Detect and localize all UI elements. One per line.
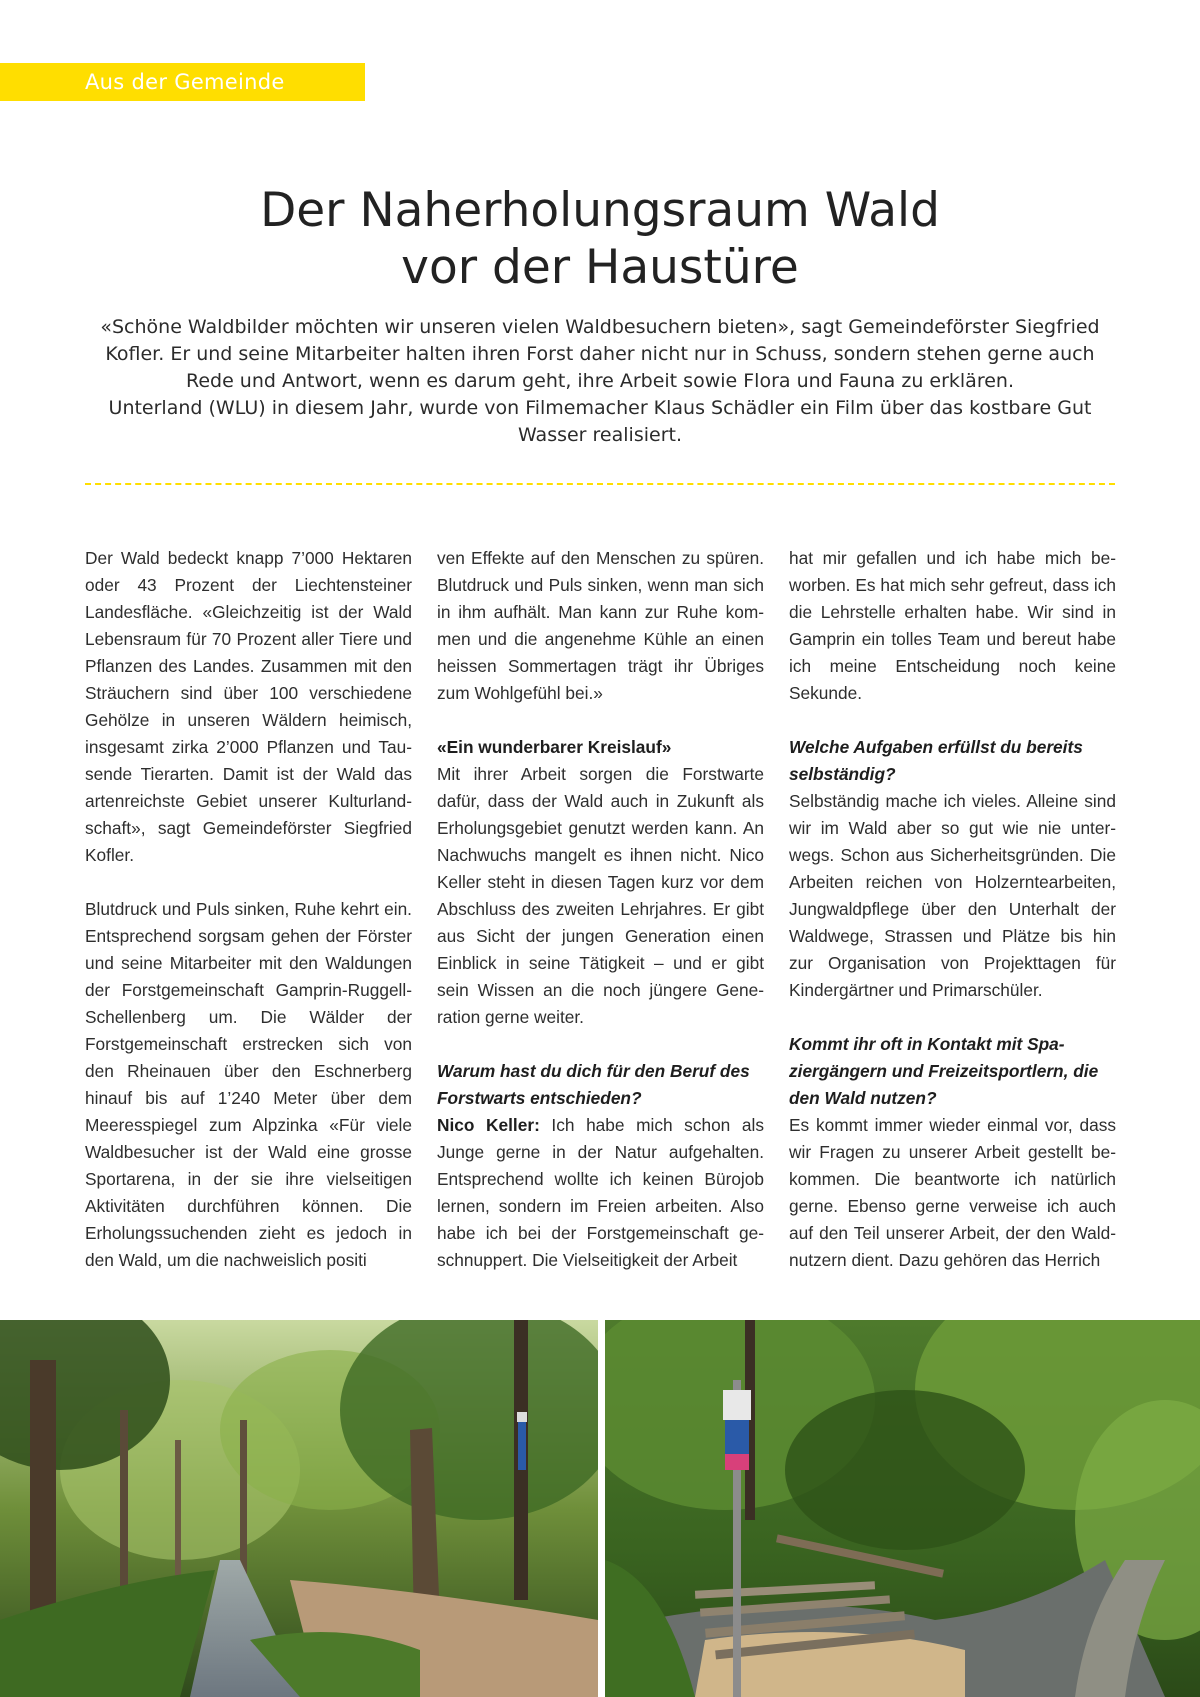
interview-question: Welche Aufgaben erfüllst du bereits selbständig? — [789, 737, 1083, 784]
article-title-line-2: vor der Haustüre — [401, 240, 799, 295]
article-title-line-1: Der Naherholungsraum Wald — [260, 183, 940, 238]
text-column-3 — [789, 545, 1116, 1274]
interview-answer: Es kommt immer wieder einmal vor, dass wir Fragen zu unserer Arbeit gestellt bekommen. Die beantworte ich natürlich gerne. Ebenso gerne verweise ich auch auf den Teil unserer Arbeit, der den Waldnutzern dient. Dazu gehören das Herrich — [789, 1115, 1116, 1270]
text-column-1 — [85, 545, 412, 1274]
body-paragraph: hat mir gefallen und ich habe mich beworben. Es hat mich sehr gefreut, dass ich die Lehrstelle erhalten habe. Wir sind in Gamprin ein tolles Team und bereut habe ich meine Entscheidung noch keine Sekunde. — [789, 548, 1116, 703]
article-title — [0, 182, 1200, 296]
text-column-2 — [437, 545, 764, 1274]
body-paragraph: Mit ihrer Arbeit sorgen die Forstwarte dafür, dass der Wald auch in Zukunft als Erholungsgebiet genutzt werden kann. An Nachwuchs mangelt es ihnen nicht. Nico Keller steht in diesen Tagen kurz vor dem Abschluss des zweiten Lehrjahres. Er gibt aus Sicht der jungen Generation einen Einblick in seine Tätigkeit – und er gibt sein Wissen an die noch jüngere Generation gerne weiter. — [437, 764, 764, 1027]
forest-path-illustration-right — [605, 1320, 1200, 1697]
interview-answer — [437, 1112, 764, 1274]
body-paragraph: Blutdruck und Puls sinken, Ruhe kehrt ein. Entsprechend sorgsam gehen der Förster und seine Mitarbeiter mit den Waldungen der Forstgemeinschaft Gamprin-Ruggell-Schellenberg um. Die Wälder der Forstgemeinschaft erstrecken sich von den Rheinauen über den Eschnerberg hinauf bis auf 1’240 Meter über dem Meeresspiegel zum Alpzinka «Für viele Waldbesucher ist der Wald eine grosse Sportarena, in der sie ihre vielseitigen Aktivitäten durchführen können. Die Erholungssuchenden zieht es jedoch in den Wald, um die nachweislich positi — [85, 899, 412, 1270]
section-label: Aus der Gemeinde — [0, 63, 365, 101]
lead-paragraph: «Schöne Waldbilder möchten wir unseren vielen Waldbesuchern bieten», sagt Gemeindeförster Siegfried Kofler. Er und seine Mitarbeiter halten ihren Forst daher nicht nur in Schuss, sondern stehen gerne auch Rede und Antwort, wenn es darum geht, ihre Arbeit sowie Flora und Fauna zu erklären. — [100, 316, 1100, 392]
section-heading: «Ein wunderbarer Kreislauf» — [437, 737, 672, 757]
forest-path-photo-right — [605, 1320, 1200, 1697]
answer-text: Ich habe mich schon als Junge gerne in der Natur aufgehalten. Entsprechend wollte ich keinen Bürojob lernen, sondern im Freien arbeiten. Also habe ich bei der Forstgemeinschaft geschnuppert. Die Vielseitigkeit der Arbeit — [437, 1115, 764, 1270]
forest-path-photo-left — [0, 1320, 598, 1697]
lead-paragraph: Unterland (WLU) in diesem Jahr, wurde von Filmemacher Klaus Schädler ein Film über das kostbare Gut Wasser realisiert. — [108, 397, 1092, 446]
interview-question: Kommt ihr oft in Kontakt mit Spaziergängern und Freizeitsportlern, die den Wald nutzen? — [789, 1034, 1099, 1108]
forest-path-illustration-left — [0, 1320, 598, 1697]
body-paragraph: ven Effekte auf den Menschen zu spüren. Blutdruck und Puls sinken, wenn man sich in ihm aufhält. Man kann zur Ruhe kommen und die angenehme Kühle an einen heissen Sommertagen trägt ihr Übriges zum Wohlgefühl bei.» — [437, 548, 764, 703]
speaker-name: Nico Keller: — [437, 1115, 540, 1135]
body-paragraph: Der Wald bedeckt knapp 7’000 Hektaren oder 43 Prozent der Liechtensteiner Landesfläche. «Gleichzeitig ist der Wald Lebensraum für 70 Prozent aller Tiere und Pflanzen des Landes. Zusammen mit den Sträuchern sind über 100 verschiedene Gehölze in unseren Wäldern heimisch, insgesamt zirka 2’000 Pflanzen und Tausende Tierarten. Damit ist der Wald das artenreichste Gebiet unserer Kulturlandschaft», sagt Gemeindeförster Siegfried Kofler. — [85, 548, 412, 865]
dashed-divider — [85, 483, 1115, 485]
interview-question: Warum hast du dich für den Beruf des Forstwarts entschieden? — [437, 1061, 750, 1108]
interview-answer: Selbständig mache ich vieles. Alleine sind wir im Wald aber so gut wie nie unterwegs. Schon aus Sicherheitsgründen. Die Arbeiten reichen von Holzerntearbeiten, Jungwaldpflege über den Unterhalt der Waldwege, Strassen und Plätze bis hin zur Organisation von Projekttagen für Kindergärtner und Primarschüler. — [789, 791, 1116, 1000]
article-lead — [85, 314, 1115, 449]
